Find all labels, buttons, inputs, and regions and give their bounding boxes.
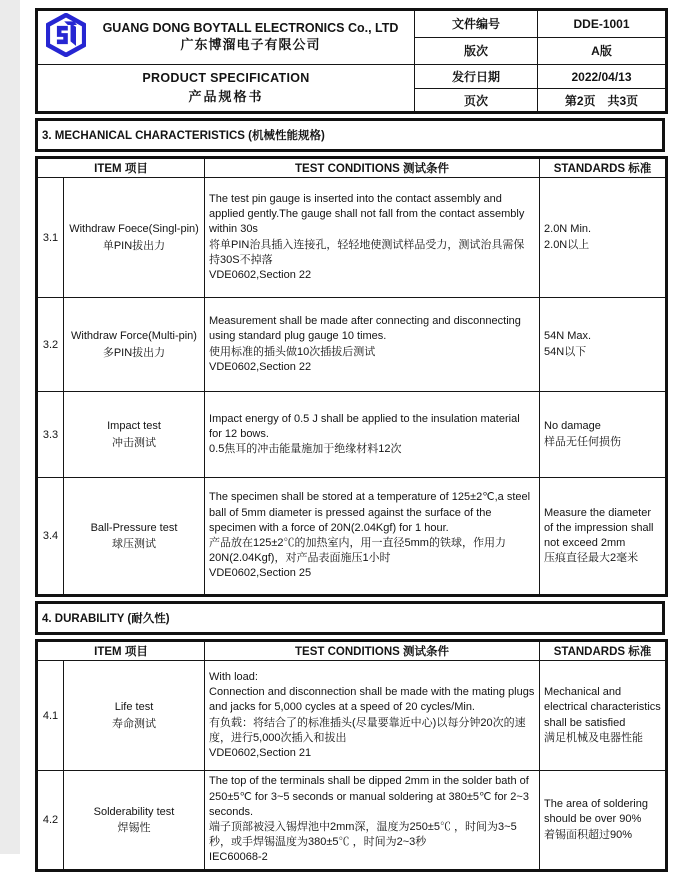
item-name-en: Impact test xyxy=(107,420,161,432)
spec-table-durability xyxy=(35,639,668,872)
condition-line: IEC60068-2 xyxy=(209,851,268,864)
document-header-table xyxy=(35,8,668,114)
standards-cell xyxy=(540,661,667,771)
conditions-cell xyxy=(205,661,540,771)
standard-line: 2.0N以上 xyxy=(544,238,590,251)
standards-cell xyxy=(540,178,667,298)
conditions-cell xyxy=(205,298,540,392)
standard-line: 压痕直径最大2毫米 xyxy=(544,552,639,565)
spec-row-3-4 xyxy=(37,478,667,596)
spec-document-page xyxy=(35,8,665,872)
condition-line: The specimen shall be stored at a temperature of 125±2℃,a steel ball of 5mm diameter is pressed against the surface of the specimen with a force of 20N(2.04Kgf) for 1 hour. xyxy=(209,491,531,534)
row-number: 3.3 xyxy=(37,392,64,478)
standards-cell xyxy=(540,392,667,478)
row-number: 3.2 xyxy=(37,298,64,392)
revision-value: A版 xyxy=(538,37,667,65)
item-name-cn: 寿命测试 xyxy=(112,717,156,730)
row-number: 4.2 xyxy=(37,771,64,871)
condition-line: 将单PIN治具插入连接孔，轻轻地使测试样品受力，测试治具需保持30S不掉落 xyxy=(209,238,525,266)
standard-line: 着锡面积超过90% xyxy=(544,828,633,841)
condition-line: Measurement shall be made after connecting and disconnecting using standard plug gauge 10 times. xyxy=(209,315,521,343)
conditions-cell xyxy=(205,771,540,871)
standard-line: 满足机械及电器性能 xyxy=(544,731,644,744)
company-cell xyxy=(37,10,415,65)
condition-line: 有负载：将结合了的标准插头(尽量要靠近中心)以每分钟20次的速度，进行5,000次插入和拔出 xyxy=(209,716,526,744)
condition-line: VDE0602,Section 22 xyxy=(209,360,312,373)
company-logo-icon xyxy=(46,13,86,62)
item-name-cn: 焊锡性 xyxy=(117,822,151,834)
conditions-cell xyxy=(205,478,540,596)
standard-line: Mechanical and electrical characteristics shall be satisfied xyxy=(544,686,661,729)
section-title-mechanical: 3. MECHANICAL CHARACTERISTICS (机械性能规格) xyxy=(35,118,665,152)
condition-line: 端子顶部被浸入锡焊池中2mm深，温度为250±5℃ ，时间为3~5秒，或手焊锡温度为380±5℃ ，时间为2~3秒 xyxy=(209,821,517,849)
standard-line: 2.0N Min. xyxy=(544,223,592,236)
issue-date-value: 2022/04/13 xyxy=(538,65,667,89)
doc-title-en: PRODUCT SPECIFICATION xyxy=(142,71,310,86)
company-name-block xyxy=(91,21,410,54)
condition-line: 产品放在125±2℃的加热室内，用一直径5mm的铁球，作用力20N(2.04Kgf)，对产品表面施压1小时 xyxy=(209,537,506,565)
page-number-label: 页次 xyxy=(415,89,538,113)
column-header-standards: STANDARDS 标准 xyxy=(540,158,667,178)
page-number-value: 第2页 共3页 xyxy=(538,89,667,113)
item-cell xyxy=(64,661,205,771)
item-cell xyxy=(64,771,205,871)
section-title-durability: 4. DURABILITY (耐久性) xyxy=(35,601,665,635)
item-name-cn: 多PIN拔出力 xyxy=(102,346,166,359)
item-name-cn: 球压测试 xyxy=(112,538,156,550)
spec-row-4-2 xyxy=(37,771,667,871)
column-header-item: ITEM 项目 xyxy=(37,641,205,661)
spec-row-3-1 xyxy=(37,178,667,298)
item-name-en: Life test xyxy=(114,701,154,713)
condition-line: The top of the terminals shall be dipped 2mm in the solder bath of 250±5℃ for 3~5 seconds or manual soldering at 380±5℃ for 2~3 seconds. xyxy=(209,775,529,818)
column-header-standards: STANDARDS 标准 xyxy=(540,641,667,661)
spec-table-mechanical xyxy=(35,156,668,597)
standards-cell xyxy=(540,771,667,871)
condition-line: VDE0602,Section 25 xyxy=(209,567,312,580)
item-cell xyxy=(64,298,205,392)
item-name-en: Withdraw Force(Multi-pin) xyxy=(71,330,197,342)
condition-line: 0.5焦耳的冲击能量施加于绝缘材料12次 xyxy=(209,443,402,456)
condition-line: The test pin gauge is inserted into the contact assembly and applied gently.The gauge shall not fall from the contact assembly within 30s xyxy=(209,192,525,236)
issue-date-label: 发行日期 xyxy=(415,65,538,89)
row-number: 4.1 xyxy=(37,661,64,771)
doc-number-label: 文件编号 xyxy=(415,10,538,38)
item-name-en: Solderability test xyxy=(93,805,175,818)
condition-line: Impact energy of 0.5 J shall be applied to the insulation material for 12 bows. xyxy=(209,412,520,440)
table-header-row xyxy=(37,158,667,178)
column-header-item: ITEM 项目 xyxy=(37,158,205,178)
company-name-en: GUANG DONG BOYTALL ELECTRONICS Co., LTD xyxy=(102,21,399,36)
item-name-cn: 单PIN拔出力 xyxy=(102,239,166,252)
standard-line: The area of soldering should be over 90% xyxy=(544,798,648,826)
condition-line: 使用标准的插头做10次插拔后测试 xyxy=(209,345,376,358)
standard-line: 54N Max. xyxy=(544,330,592,343)
standard-line: No damage xyxy=(544,420,601,433)
company-name-cn: 广东博溜电子有限公司 xyxy=(180,36,321,52)
standards-cell xyxy=(540,298,667,392)
standards-cell xyxy=(540,478,667,596)
table-header-row xyxy=(37,641,667,661)
standard-line: Measure the diameter of the impression shall not exceed 2mm xyxy=(544,506,654,549)
condition-line: VDE0602,Section 22 xyxy=(209,268,312,281)
standard-line: 54N以下 xyxy=(544,345,587,358)
row-number: 3.4 xyxy=(37,478,64,596)
doc-title-cn: 产品规格书 xyxy=(188,88,264,104)
item-cell xyxy=(64,392,205,478)
spec-row-4-1 xyxy=(37,661,667,771)
conditions-cell xyxy=(205,178,540,298)
conditions-cell xyxy=(205,392,540,478)
doc-title-cell xyxy=(37,65,415,113)
column-header-conditions: TEST CONDITIONS 测试条件 xyxy=(205,158,540,178)
item-cell xyxy=(64,178,205,298)
row-number: 3.1 xyxy=(37,178,64,298)
revision-label: 版次 xyxy=(415,37,538,65)
spec-row-3-3 xyxy=(37,392,667,478)
item-name-en: Withdraw Foece(Singl-pin) xyxy=(69,223,199,235)
column-header-conditions: TEST CONDITIONS 测试条件 xyxy=(205,641,540,661)
item-name-en: Ball-Pressure test xyxy=(90,521,178,534)
condition-line: VDE0602,Section 21 xyxy=(209,746,312,759)
item-name-cn: 冲击测试 xyxy=(112,436,156,449)
scan-edge-shadow xyxy=(0,0,20,854)
item-cell xyxy=(64,478,205,596)
condition-line: With load: xyxy=(209,670,258,683)
doc-number-value: DDE-1001 xyxy=(538,10,667,38)
standard-line: 样品无任何损伤 xyxy=(544,435,622,448)
condition-line: Connection and disconnection shall be made with the mating plugs and jacks for 5,000 cycles at a speed of 20 cycles/Min. xyxy=(209,686,535,714)
spec-row-3-2 xyxy=(37,298,667,392)
